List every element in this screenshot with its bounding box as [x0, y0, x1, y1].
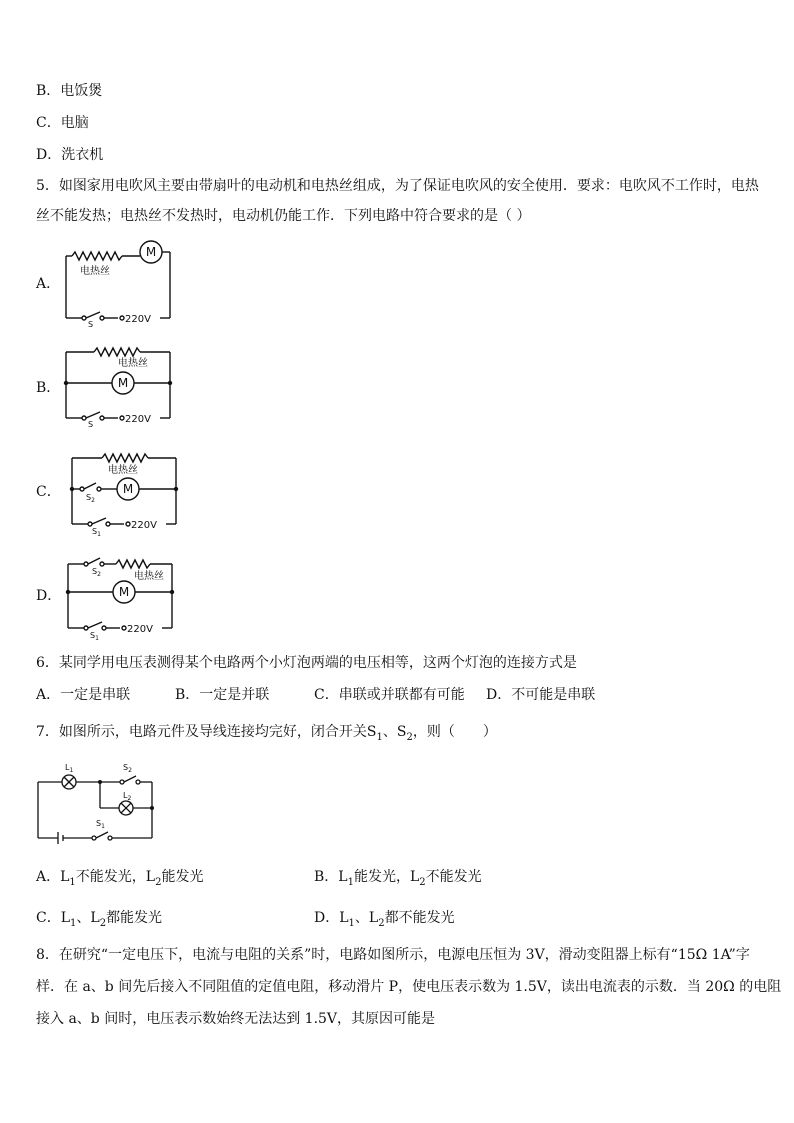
q5-label-b: B． [36, 380, 61, 396]
q6-option-d: D．不可能是串联 [486, 687, 596, 703]
q5-label-c: C． [36, 484, 61, 500]
q7-stem: 7．如图所示，电路元件及导线连接均完好，闭合开关$S_1$、$S_2$，则（ ） [36, 724, 497, 743]
q6-option-c: C．串联或并联都有可能 [314, 687, 465, 703]
q6-option-b: B．一定是并联 [175, 687, 270, 703]
q5-stem-line1: 5．如图家用电吹风主要由带扇叶的电动机和电热丝组成，为了保证电吹风的安全使用．要求：电吹风不工作时，电热 [36, 178, 759, 194]
lamp-l1-label: $L_1$ [65, 763, 74, 774]
q6-option-a: A．一定是串联 [36, 687, 131, 703]
q4-option-c: C．电脑 [36, 115, 89, 131]
switch-label: S [88, 320, 94, 329]
q4-option-d: D．洗衣机 [36, 147, 104, 163]
switch-label: S [88, 420, 94, 429]
voltage-label: 220V [127, 624, 153, 635]
switch-s2-label: $S_2$ [92, 567, 101, 578]
voltage-label: 220V [125, 414, 151, 425]
q5-circuit-c [66, 450, 186, 540]
switch-s1-label: $S_1$ [96, 819, 105, 830]
motor-symbol: M [145, 245, 157, 259]
q5-circuit-a [60, 236, 180, 328]
q8-stem-line2: 样．在 a、b 间先后接入不同阻值的定值电阻，移动滑片 P，使电压表示数为 1.5V，读出电流表的示数．当 20Ω 的电阻 [36, 979, 782, 995]
q5-circuit-d [62, 550, 182, 642]
q5-label-d: D． [36, 588, 62, 604]
q6-stem: 6．某同学用电压表测得某个电路两个小灯泡两端的电压相等，这两个灯泡的连接方式是 [36, 655, 577, 671]
q5-circuit-b [60, 344, 180, 428]
lamp-l2-label: $L_2$ [123, 791, 132, 802]
q5-stem-line2: 丝不能发热；电热丝不发热时，电动机仍能工作．下列电路中符合要求的是（ ） [36, 208, 531, 224]
q7-option-a: A．$L_1$不能发光，$L_2$能发光 [36, 869, 204, 888]
q8-stem-line3: 接入 a、b 间时，电压表示数始终无法达到 1.5V，其原因可能是 [36, 1011, 436, 1027]
heater-label: 电热丝 [108, 465, 138, 476]
heater-label: 电热丝 [134, 571, 164, 582]
q7-option-b: B．$L_1$能发光，$L_2$不能发光 [314, 869, 482, 888]
switch-s1-label: $S_1$ [92, 527, 101, 538]
motor-symbol: M [118, 585, 130, 599]
switch-s1-label: $S_1$ [90, 631, 99, 642]
q5-label-a: A． [36, 276, 61, 292]
q8-stem-line1: 8．在研究“一定电压下，电流与电阻的关系”时，电路如图所示，电源电压恒为 3V，滑动变阻器上标有“15Ω 1A”字 [36, 947, 750, 963]
motor-symbol: M [122, 482, 134, 496]
q7-option-c: C．$L_1$、$L_2$都能发光 [36, 910, 163, 929]
heater-label: 电热丝 [118, 358, 148, 369]
q7-circuit [34, 760, 159, 845]
q4-option-b: B．电饭煲 [36, 83, 103, 99]
voltage-label: 220V [131, 520, 157, 531]
voltage-label: 220V [125, 314, 151, 325]
switch-s2-label: $S_2$ [86, 493, 95, 504]
heater-label: 电热丝 [80, 266, 110, 277]
switch-s2-label: $S_2$ [123, 763, 132, 774]
motor-symbol: M [117, 376, 129, 390]
q7-option-d: D．$L_1$、$L_2$都不能发光 [314, 910, 455, 929]
